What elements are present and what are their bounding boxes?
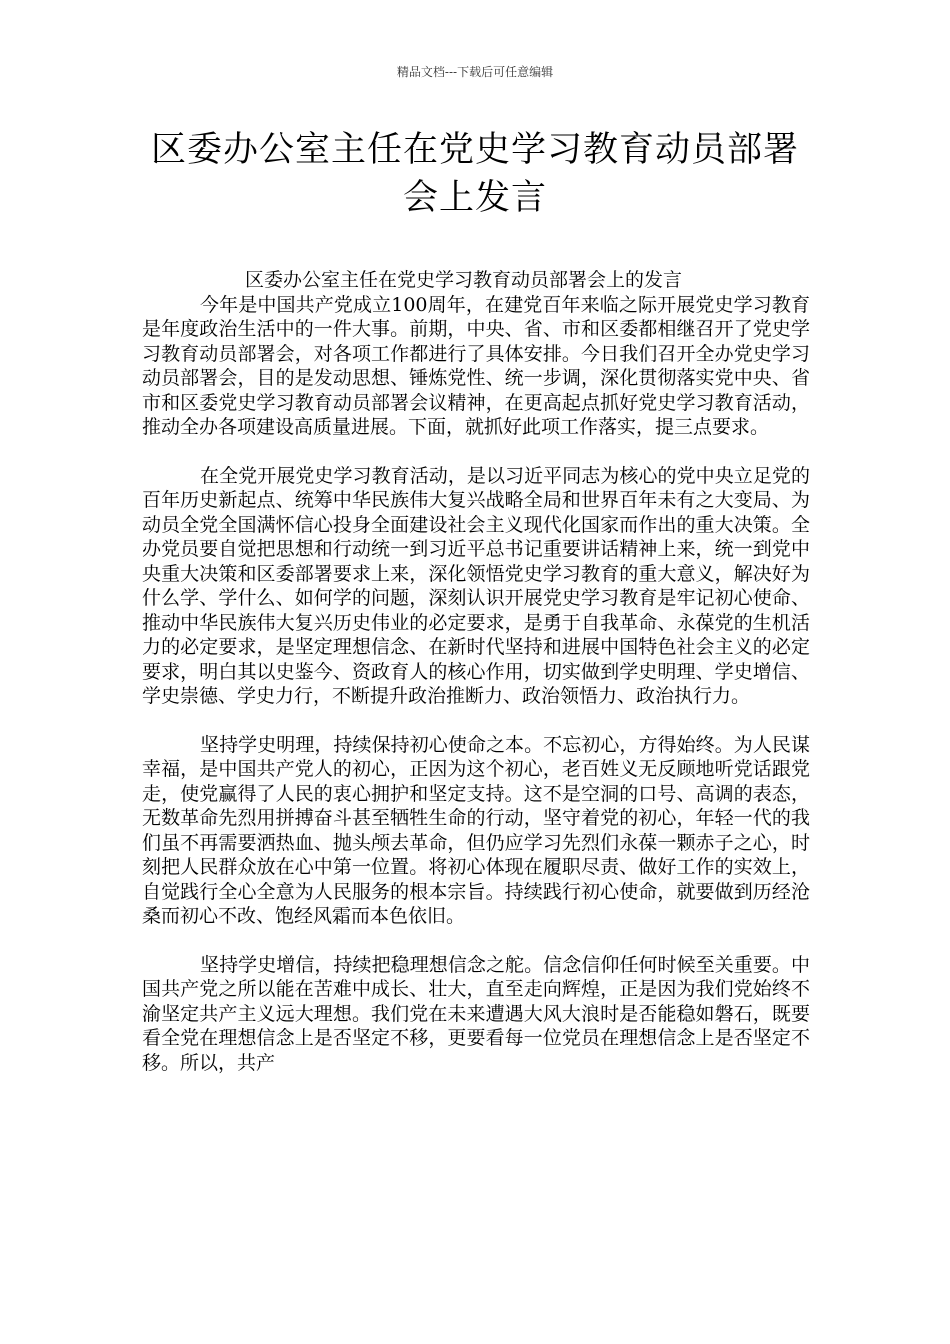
paragraph: 今年是中国共产党成立100周年，在建党百年来临之际开展党史学习教育是年度政治生活中的一件大事。前期，中央、省、市和区委都相继召开了党史学习教育动员部署会，对各项工作都进行了具体安排。今日我们召开全办党史学习动员部署会，目的是发动思想、锤炼党性、统一步调，深化贯彻落实党中央、省市和区委党史学习教育动员部署会议精神，在更高起点抓好党史学习教育活动，推动全办各项建设高质量进展。下面，就抓好此项工作落实，提三点要求。 [142, 293, 810, 438]
document-subtitle: 区委办公室主任在党史学习教育动员部署会上的发言 [245, 269, 683, 291]
document-title: 区委办公室主任在党史学习教育动员部署会上发言 [150, 130, 799, 218]
header-note: 精品文档---下载后可任意编辑 [396, 65, 554, 79]
paragraph: 坚持学史明理，持续保持初心使命之本。不忘初心，方得始终。为人民谋幸福，是中国共产党人的初心，正因为这个初心，老百姓义无反顾地听党话跟党走，使党赢得了人民的衷心拥护和坚定支持。这不是空洞的口号、高调的表态，无数革命先烈用拼搏奋斗甚至牺牲生命的行动，坚守着党的初心，年轻一代的我们虽不再需要洒热血、抛头颅去革命，但仍应学习先烈们永葆一颗赤子之心，时刻把人民群众放在心中第一位置。将初心体现在履职尽责、做好工作的实效上，自觉践行全心全意为人民服务的根本宗旨。持续践行初心使命，就要做到历经沧桑而初心不改、饱经风霜而本色依旧。 [142, 733, 810, 927]
document-body [142, 268, 810, 1075]
paragraph: 在全党开展党史学习教育活动，是以习近平同志为核心的党中央立足党的百年历史新起点、统筹中华民族伟大复兴战略全局和世界百年未有之大变局、为动员全党全国满怀信心投身全面建设社会主义现代化国家而作出的重大决策。全办党员要自觉把思想和行动统一到习近平总书记重要讲话精神上来，统一到党中央重大决策和区委部署要求上来，深化领悟党史学习教育的重大意义，解决好为什么学、学什么、如何学的问题，深刻认识开展党史学习教育是牢记初心使命、推动中华民族伟大复兴历史伟业的必定要求，是勇于自我革命、永葆党的生机活力的必定要求，是坚定理想信念、在新时代坚持和进展中国特色社会主义的必定要求，明白其以史鉴今、资政育人的核心作用，切实做到学史明理、学史增信、学史崇德、学史力行，不断提升政治推断力、政治领悟力、政治执行力。 [142, 464, 810, 707]
paragraph: 坚持学史增信，持续把稳理想信念之舵。信念信仰任何时候至关重要。中国共产党之所以能在苦难中成长、壮大，直至走向辉煌，正是因为我们党始终不渝坚定共产主义远大理想。我们党在未来遭遇大风大浪时是否能稳如磐石，既要看全党在理想信念上是否坚定不移，更要看每一位党员在理想信念上是否坚定不移。所以，共产 [142, 953, 810, 1074]
